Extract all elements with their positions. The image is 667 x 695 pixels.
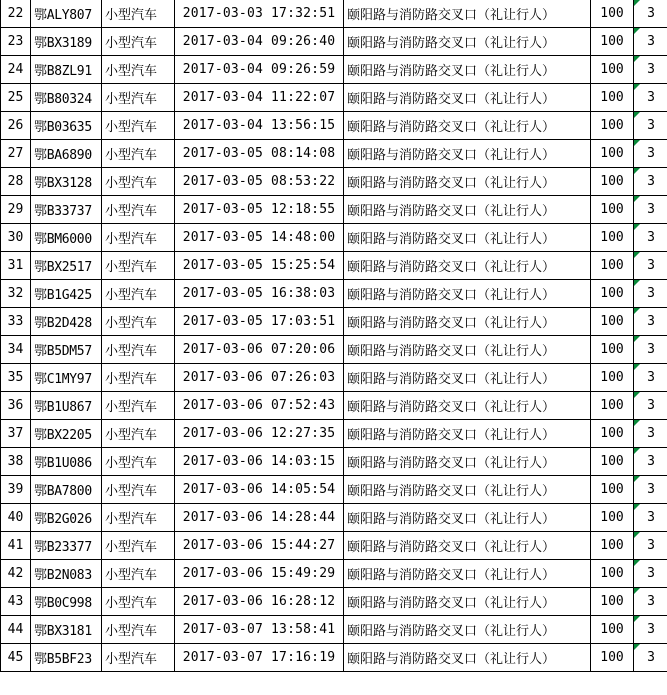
table-row	[1, 224, 667, 252]
error-indicator-icon	[634, 560, 640, 566]
fine-amount-cell[interactable]: 100	[591, 56, 634, 84]
fine-amount-cell[interactable]: 100	[591, 224, 634, 252]
error-indicator-icon	[634, 28, 640, 34]
plate-number-cell[interactable]: 鄂B1U867	[31, 392, 102, 420]
table-row	[1, 532, 667, 560]
penalty-points-cell[interactable]	[634, 308, 667, 336]
row-number-cell[interactable]: 25	[1, 84, 31, 112]
penalty-points-value: 3	[647, 62, 655, 77]
vehicle-type-cell[interactable]: 小型汽车	[102, 504, 175, 532]
plate-number-cell[interactable]: 鄂BX2517	[31, 252, 102, 280]
penalty-points-cell[interactable]	[634, 616, 667, 644]
penalty-points-cell[interactable]	[634, 196, 667, 224]
violation-time-cell[interactable]: 2017-03-06 16:28:12	[175, 588, 344, 616]
error-indicator-icon	[634, 448, 640, 454]
row-number-cell[interactable]: 23	[1, 28, 31, 56]
vehicle-type-cell[interactable]: 小型汽车	[102, 224, 175, 252]
table-row	[1, 196, 667, 224]
violation-location-cell[interactable]: 颐阳路与消防路交叉口（礼让行人）	[344, 504, 591, 532]
violation-location-cell[interactable]: 颐阳路与消防路交叉口（礼让行人）	[344, 28, 591, 56]
violation-time-cell[interactable]: 2017-03-05 08:14:08	[175, 140, 344, 168]
table-row	[1, 140, 667, 168]
violation-location-cell[interactable]: 颐阳路与消防路交叉口（礼让行人）	[344, 420, 591, 448]
penalty-points-value: 3	[647, 650, 655, 665]
violation-time-cell[interactable]: 2017-03-04 13:56:15	[175, 112, 344, 140]
violation-location-cell[interactable]: 颐阳路与消防路交叉口（礼让行人）	[344, 588, 591, 616]
penalty-points-value: 3	[647, 510, 655, 525]
table-row	[1, 28, 667, 56]
fine-amount-cell[interactable]: 100	[591, 336, 634, 364]
row-number-cell[interactable]: 29	[1, 196, 31, 224]
violation-location-cell[interactable]: 颐阳路与消防路交叉口（礼让行人）	[344, 308, 591, 336]
error-indicator-icon	[634, 476, 640, 482]
vehicle-type-cell[interactable]: 小型汽车	[102, 84, 175, 112]
row-number-cell[interactable]: 35	[1, 364, 31, 392]
plate-number-cell[interactable]: 鄂B1U086	[31, 448, 102, 476]
penalty-points-value: 3	[647, 622, 655, 637]
penalty-points-value: 3	[647, 566, 655, 581]
vehicle-type-cell[interactable]: 小型汽车	[102, 252, 175, 280]
fine-amount-cell[interactable]: 100	[591, 532, 634, 560]
table-row	[1, 504, 667, 532]
penalty-points-value: 3	[647, 538, 655, 553]
table-row	[1, 252, 667, 280]
plate-number-cell[interactable]: 鄂B2N083	[31, 560, 102, 588]
table-row	[1, 168, 667, 196]
violation-time-cell[interactable]: 2017-03-05 16:38:03	[175, 280, 344, 308]
fine-amount-cell[interactable]: 100	[591, 168, 634, 196]
row-number-cell[interactable]: 22	[1, 0, 31, 28]
penalty-points-cell[interactable]	[634, 168, 667, 196]
table-row	[1, 280, 667, 308]
violation-location-cell[interactable]: 颐阳路与消防路交叉口（礼让行人）	[344, 0, 591, 28]
violation-time-cell[interactable]: 2017-03-05 12:18:55	[175, 196, 344, 224]
penalty-points-cell[interactable]	[634, 112, 667, 140]
fine-amount-cell[interactable]: 100	[591, 308, 634, 336]
vehicle-type-cell[interactable]: 小型汽车	[102, 0, 175, 28]
violation-time-cell[interactable]: 2017-03-06 14:05:54	[175, 476, 344, 504]
row-number-cell[interactable]: 37	[1, 420, 31, 448]
plate-number-cell[interactable]: 鄂B33737	[31, 196, 102, 224]
violation-time-cell[interactable]: 2017-03-06 15:44:27	[175, 532, 344, 560]
plate-number-cell[interactable]: 鄂BX3189	[31, 28, 102, 56]
penalty-points-cell[interactable]	[634, 588, 667, 616]
table-row	[1, 336, 667, 364]
vehicle-type-cell[interactable]: 小型汽车	[102, 392, 175, 420]
fine-amount-cell[interactable]: 100	[591, 420, 634, 448]
penalty-points-cell[interactable]	[634, 224, 667, 252]
penalty-points-value: 3	[647, 286, 655, 301]
violation-location-cell[interactable]: 颐阳路与消防路交叉口（礼让行人）	[344, 84, 591, 112]
violation-location-cell[interactable]: 颐阳路与消防路交叉口（礼让行人）	[344, 448, 591, 476]
error-indicator-icon	[634, 196, 640, 202]
violation-location-cell[interactable]: 颐阳路与消防路交叉口（礼让行人）	[344, 112, 591, 140]
penalty-points-value: 3	[647, 594, 655, 609]
error-indicator-icon	[634, 56, 640, 62]
penalty-points-value: 3	[647, 370, 655, 385]
table-row	[1, 476, 667, 504]
row-number-cell[interactable]: 33	[1, 308, 31, 336]
row-number-cell[interactable]: 36	[1, 392, 31, 420]
penalty-points-cell[interactable]	[634, 532, 667, 560]
fine-amount-cell[interactable]: 100	[591, 280, 634, 308]
error-indicator-icon	[634, 392, 640, 398]
violation-location-cell[interactable]: 颐阳路与消防路交叉口（礼让行人）	[344, 336, 591, 364]
fine-amount-cell[interactable]: 100	[591, 140, 634, 168]
vehicle-type-cell[interactable]: 小型汽车	[102, 532, 175, 560]
penalty-points-value: 3	[647, 230, 655, 245]
error-indicator-icon	[634, 140, 640, 146]
penalty-points-value: 3	[647, 482, 655, 497]
violation-time-cell[interactable]: 2017-03-06 14:28:44	[175, 504, 344, 532]
table-row	[1, 364, 667, 392]
penalty-points-value: 3	[647, 202, 655, 217]
plate-number-cell[interactable]: 鄂C1MY97	[31, 364, 102, 392]
plate-number-cell[interactable]: 鄂B5DM57	[31, 336, 102, 364]
plate-number-cell[interactable]: 鄂B8ZL91	[31, 56, 102, 84]
plate-number-cell[interactable]: 鄂B80324	[31, 84, 102, 112]
table-row	[1, 308, 667, 336]
fine-amount-cell[interactable]: 100	[591, 392, 634, 420]
fine-amount-cell[interactable]: 100	[591, 588, 634, 616]
fine-amount-cell[interactable]: 100	[591, 476, 634, 504]
table-row	[1, 448, 667, 476]
plate-number-cell[interactable]: 鄂BA6890	[31, 140, 102, 168]
violation-time-cell[interactable]: 2017-03-03 17:32:51	[175, 0, 344, 28]
penalty-points-value: 3	[647, 342, 655, 357]
table-row	[1, 560, 667, 588]
penalty-points-cell[interactable]	[634, 420, 667, 448]
row-number-cell[interactable]: 45	[1, 644, 31, 672]
plate-number-cell[interactable]: 鄂BA7800	[31, 476, 102, 504]
error-indicator-icon	[634, 280, 640, 286]
penalty-points-cell[interactable]	[634, 364, 667, 392]
violation-location-cell[interactable]: 颐阳路与消防路交叉口（礼让行人）	[344, 560, 591, 588]
vehicle-type-cell[interactable]: 小型汽车	[102, 112, 175, 140]
fine-amount-cell[interactable]: 100	[591, 364, 634, 392]
penalty-points-value: 3	[647, 314, 655, 329]
vehicle-type-cell[interactable]: 小型汽车	[102, 448, 175, 476]
vehicle-type-cell[interactable]: 小型汽车	[102, 56, 175, 84]
error-indicator-icon	[634, 532, 640, 538]
penalty-points-cell[interactable]	[634, 28, 667, 56]
vehicle-type-cell[interactable]: 小型汽车	[102, 364, 175, 392]
violation-time-cell[interactable]: 2017-03-05 17:03:51	[175, 308, 344, 336]
violation-time-cell[interactable]: 2017-03-07 13:58:41	[175, 616, 344, 644]
violation-time-cell[interactable]: 2017-03-06 07:20:06	[175, 336, 344, 364]
fine-amount-cell[interactable]: 100	[591, 112, 634, 140]
penalty-points-value: 3	[647, 454, 655, 469]
penalty-points-cell[interactable]	[634, 280, 667, 308]
violation-location-cell[interactable]: 颐阳路与消防路交叉口（礼让行人）	[344, 196, 591, 224]
plate-number-cell[interactable]: 鄂BX2205	[31, 420, 102, 448]
error-indicator-icon	[634, 504, 640, 510]
violation-location-cell[interactable]: 颐阳路与消防路交叉口（礼让行人）	[344, 280, 591, 308]
fine-amount-cell[interactable]: 100	[591, 644, 634, 672]
table-row	[1, 616, 667, 644]
table-row	[1, 644, 667, 672]
error-indicator-icon	[634, 0, 640, 6]
table-body	[1, 0, 667, 672]
penalty-points-value: 3	[647, 34, 655, 49]
vehicle-type-cell[interactable]: 小型汽车	[102, 644, 175, 672]
penalty-points-value: 3	[647, 174, 655, 189]
plate-number-cell[interactable]: 鄂ALY807	[31, 0, 102, 28]
violation-location-cell[interactable]: 颐阳路与消防路交叉口（礼让行人）	[344, 476, 591, 504]
fine-amount-cell[interactable]: 100	[591, 448, 634, 476]
table-row	[1, 56, 667, 84]
row-number-cell[interactable]: 38	[1, 448, 31, 476]
fine-amount-cell[interactable]: 100	[591, 28, 634, 56]
plate-number-cell[interactable]: 鄂B2D428	[31, 308, 102, 336]
error-indicator-icon	[634, 420, 640, 426]
vehicle-type-cell[interactable]: 小型汽车	[102, 336, 175, 364]
vehicle-type-cell[interactable]: 小型汽车	[102, 308, 175, 336]
table-row	[1, 420, 667, 448]
row-number-cell[interactable]: 30	[1, 224, 31, 252]
vehicle-type-cell[interactable]: 小型汽车	[102, 168, 175, 196]
error-indicator-icon	[634, 308, 640, 314]
violation-time-cell[interactable]: 2017-03-04 09:26:59	[175, 56, 344, 84]
penalty-points-cell[interactable]	[634, 504, 667, 532]
error-indicator-icon	[634, 644, 640, 650]
vehicle-type-cell[interactable]: 小型汽车	[102, 588, 175, 616]
penalty-points-cell[interactable]	[634, 56, 667, 84]
violation-time-cell[interactable]: 2017-03-05 14:48:00	[175, 224, 344, 252]
penalty-points-value: 3	[647, 6, 655, 21]
fine-amount-cell[interactable]: 100	[591, 560, 634, 588]
violation-time-cell[interactable]: 2017-03-04 11:22:07	[175, 84, 344, 112]
violation-location-cell[interactable]: 颐阳路与消防路交叉口（礼让行人）	[344, 616, 591, 644]
violation-location-cell[interactable]: 颐阳路与消防路交叉口（礼让行人）	[344, 140, 591, 168]
violation-location-cell[interactable]: 颐阳路与消防路交叉口（礼让行人）	[344, 252, 591, 280]
error-indicator-icon	[634, 168, 640, 174]
row-number-cell[interactable]: 28	[1, 168, 31, 196]
penalty-points-value: 3	[647, 118, 655, 133]
penalty-points-cell[interactable]	[634, 0, 667, 28]
plate-number-cell[interactable]: 鄂B03635	[31, 112, 102, 140]
violation-time-cell[interactable]: 2017-03-05 15:25:54	[175, 252, 344, 280]
vehicle-type-cell[interactable]: 小型汽车	[102, 476, 175, 504]
row-number-cell[interactable]: 44	[1, 616, 31, 644]
penalty-points-cell[interactable]	[634, 392, 667, 420]
vehicle-type-cell[interactable]: 小型汽车	[102, 196, 175, 224]
penalty-points-value: 3	[647, 398, 655, 413]
row-number-cell[interactable]: 34	[1, 336, 31, 364]
plate-number-cell[interactable]: 鄂B2G026	[31, 504, 102, 532]
plate-number-cell[interactable]: 鄂B5BF23	[31, 644, 102, 672]
error-indicator-icon	[634, 112, 640, 118]
error-indicator-icon	[634, 616, 640, 622]
row-number-cell[interactable]: 43	[1, 588, 31, 616]
violation-location-cell[interactable]: 颐阳路与消防路交叉口（礼让行人）	[344, 364, 591, 392]
violation-time-cell[interactable]: 2017-03-06 15:49:29	[175, 560, 344, 588]
vehicle-type-cell[interactable]: 小型汽车	[102, 420, 175, 448]
violation-location-cell[interactable]: 颐阳路与消防路交叉口（礼让行人）	[344, 644, 591, 672]
table-row	[1, 392, 667, 420]
table-row	[1, 84, 667, 112]
plate-number-cell[interactable]: 鄂BM6000	[31, 224, 102, 252]
row-number-cell[interactable]: 42	[1, 560, 31, 588]
penalty-points-cell[interactable]	[634, 448, 667, 476]
violation-location-cell[interactable]: 颐阳路与消防路交叉口（礼让行人）	[344, 224, 591, 252]
row-number-cell[interactable]: 32	[1, 280, 31, 308]
penalty-points-value: 3	[647, 90, 655, 105]
violation-time-cell[interactable]: 2017-03-06 07:52:43	[175, 392, 344, 420]
penalty-points-cell[interactable]	[634, 476, 667, 504]
plate-number-cell[interactable]: 鄂BX3128	[31, 168, 102, 196]
fine-amount-cell[interactable]: 100	[591, 196, 634, 224]
plate-number-cell[interactable]: 鄂BX3181	[31, 616, 102, 644]
violation-location-cell[interactable]: 颐阳路与消防路交叉口（礼让行人）	[344, 168, 591, 196]
violation-location-cell[interactable]: 颐阳路与消防路交叉口（礼让行人）	[344, 392, 591, 420]
fine-amount-cell[interactable]: 100	[591, 616, 634, 644]
penalty-points-cell[interactable]	[634, 140, 667, 168]
table-row	[1, 0, 667, 28]
error-indicator-icon	[634, 588, 640, 594]
plate-number-cell[interactable]: 鄂B1G425	[31, 280, 102, 308]
penalty-points-value: 3	[647, 426, 655, 441]
error-indicator-icon	[634, 364, 640, 370]
violation-time-cell[interactable]: 2017-03-06 14:03:15	[175, 448, 344, 476]
violation-time-cell[interactable]: 2017-03-04 09:26:40	[175, 28, 344, 56]
violation-location-cell[interactable]: 颐阳路与消防路交叉口（礼让行人）	[344, 532, 591, 560]
violation-time-cell[interactable]: 2017-03-07 17:16:19	[175, 644, 344, 672]
fine-amount-cell[interactable]: 100	[591, 504, 634, 532]
table-row	[1, 588, 667, 616]
row-number-cell[interactable]: 26	[1, 112, 31, 140]
violation-location-cell[interactable]: 颐阳路与消防路交叉口（礼让行人）	[344, 56, 591, 84]
plate-number-cell[interactable]: 鄂B23377	[31, 532, 102, 560]
row-number-cell[interactable]: 40	[1, 504, 31, 532]
error-indicator-icon	[634, 336, 640, 342]
vehicle-type-cell[interactable]: 小型汽车	[102, 560, 175, 588]
error-indicator-icon	[634, 84, 640, 90]
vehicle-type-cell[interactable]: 小型汽车	[102, 28, 175, 56]
vehicle-type-cell[interactable]: 小型汽车	[102, 140, 175, 168]
penalty-points-value: 3	[647, 258, 655, 273]
error-indicator-icon	[634, 252, 640, 258]
row-number-cell[interactable]: 31	[1, 252, 31, 280]
row-number-cell[interactable]: 41	[1, 532, 31, 560]
fine-amount-cell[interactable]: 100	[591, 252, 634, 280]
penalty-points-cell[interactable]	[634, 252, 667, 280]
penalty-points-cell[interactable]	[634, 336, 667, 364]
vehicle-type-cell[interactable]: 小型汽车	[102, 280, 175, 308]
table-row	[1, 112, 667, 140]
penalty-points-cell[interactable]	[634, 560, 667, 588]
penalty-points-value: 3	[647, 146, 655, 161]
penalty-points-cell[interactable]	[634, 644, 667, 672]
fine-amount-cell[interactable]: 100	[591, 0, 634, 28]
error-indicator-icon	[634, 224, 640, 230]
fine-amount-cell[interactable]: 100	[591, 84, 634, 112]
vehicle-type-cell[interactable]: 小型汽车	[102, 616, 175, 644]
row-number-cell[interactable]: 39	[1, 476, 31, 504]
violation-time-cell[interactable]: 2017-03-06 07:26:03	[175, 364, 344, 392]
row-number-cell[interactable]: 27	[1, 140, 31, 168]
penalty-points-cell[interactable]	[634, 84, 667, 112]
violation-time-cell[interactable]: 2017-03-06 12:27:35	[175, 420, 344, 448]
plate-number-cell[interactable]: 鄂B0C998	[31, 588, 102, 616]
row-number-cell[interactable]: 24	[1, 56, 31, 84]
violation-time-cell[interactable]: 2017-03-05 08:53:22	[175, 168, 344, 196]
